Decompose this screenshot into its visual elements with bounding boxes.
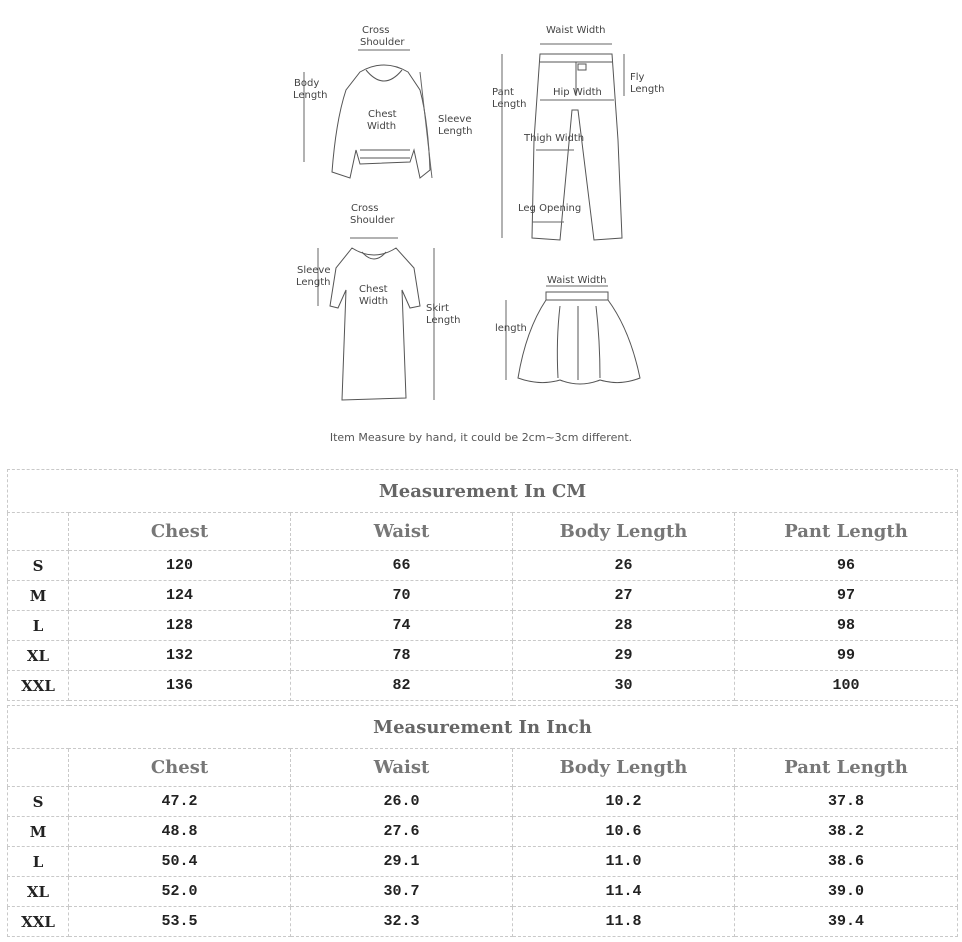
table-row: [8, 641, 958, 671]
table-title: Measurement In Inch: [8, 706, 958, 749]
pant-length-cell: 38.2: [735, 817, 958, 847]
table-title: Measurement In CM: [8, 470, 958, 513]
table-row: [8, 581, 958, 611]
size-cell: S: [8, 551, 69, 581]
chest-cell: 53.5: [69, 907, 291, 937]
table-row: [8, 817, 958, 847]
dress-chest-width-label-2: Width: [359, 296, 389, 307]
thigh-width-label: Thigh Width: [524, 133, 585, 144]
skirt-waist-width-label: Waist Width: [547, 275, 607, 286]
waist-cell: 32.3: [291, 907, 513, 937]
waist-cell: 78: [291, 641, 513, 671]
chest-width-label-2: Width: [367, 121, 397, 132]
body-length-cell: 11.4: [513, 877, 735, 907]
hip-width-label: Hip Width: [553, 87, 602, 98]
chest-cell: 48.8: [69, 817, 291, 847]
size-cell: L: [8, 611, 69, 641]
skirt-length-label-1: Skirt: [426, 303, 449, 314]
body-length-cell: 26: [513, 551, 735, 581]
dress-cross-shoulder-label-1: Cross: [351, 203, 379, 214]
chest-cell: 52.0: [69, 877, 291, 907]
cross-shoulder-label-2: Shoulder: [360, 37, 405, 48]
waist-cell: 66: [291, 551, 513, 581]
column-header-body-length: Body Length: [513, 749, 735, 787]
measure-note: Item Measure by hand, it could be 2cm~3cm different.: [329, 431, 633, 444]
body-length-cell: 30: [513, 671, 735, 701]
size-table-cm: [7, 469, 958, 701]
fly-length-label-1: Fly: [630, 72, 645, 83]
size-cell: XL: [8, 641, 69, 671]
waist-cell: 29.1: [291, 847, 513, 877]
body-length-cell: 28: [513, 611, 735, 641]
pant-length-label-1: Pant: [492, 87, 514, 98]
fly-length-label-2: Length: [630, 84, 665, 95]
table-row: [8, 671, 958, 701]
size-header-blank: [8, 513, 69, 551]
body-length-cell: 29: [513, 641, 735, 671]
chest-cell: 47.2: [69, 787, 291, 817]
dress-sleeve-length-label-2: Length: [296, 277, 331, 288]
size-cell: M: [8, 817, 69, 847]
pant-length-label-2: Length: [492, 99, 527, 110]
dress-cross-shoulder-label-2: Shoulder: [350, 215, 395, 226]
body-length-cell: 11.8: [513, 907, 735, 937]
chest-cell: 132: [69, 641, 291, 671]
chest-width-label-1: Chest: [368, 109, 397, 120]
body-length-cell: 10.2: [513, 787, 735, 817]
pants-waist-width-label: Waist Width: [546, 25, 606, 36]
table-row: [8, 787, 958, 817]
pant-length-cell: 98: [735, 611, 958, 641]
table-row: [8, 847, 958, 877]
size-cell: XL: [8, 877, 69, 907]
skirt-length-label: length: [495, 323, 527, 334]
column-header-body-length: Body Length: [513, 513, 735, 551]
chest-cell: 50.4: [69, 847, 291, 877]
pant-length-cell: 99: [735, 641, 958, 671]
table-row: [8, 611, 958, 641]
body-length-cell: 11.0: [513, 847, 735, 877]
cross-shoulder-label-1: Cross: [362, 25, 390, 36]
waist-cell: 82: [291, 671, 513, 701]
measurement-diagram: [0, 0, 962, 460]
pant-length-cell: 97: [735, 581, 958, 611]
size-cell: L: [8, 847, 69, 877]
dress-sketch: [330, 248, 420, 400]
pant-length-cell: 39.0: [735, 877, 958, 907]
size-cell: XXL: [8, 907, 69, 937]
column-header-chest: Chest: [69, 749, 291, 787]
dress-chest-width-label-1: Chest: [359, 284, 388, 295]
chest-cell: 120: [69, 551, 291, 581]
waist-cell: 26.0: [291, 787, 513, 817]
waist-cell: 30.7: [291, 877, 513, 907]
waist-cell: 70: [291, 581, 513, 611]
body-length-label-2: Length: [293, 90, 328, 101]
column-header-waist: Waist: [291, 749, 513, 787]
table-row: [8, 877, 958, 907]
pant-length-cell: 37.8: [735, 787, 958, 817]
size-header-blank: [8, 749, 69, 787]
size-cell: M: [8, 581, 69, 611]
skirt-sketch: [518, 292, 640, 384]
sleeve-length-label-2: Length: [438, 126, 473, 137]
garment-sketches: [0, 0, 962, 460]
waist-cell: 74: [291, 611, 513, 641]
column-header-pant-length: Pant Length: [735, 513, 958, 551]
table-row: [8, 551, 958, 581]
chest-cell: 124: [69, 581, 291, 611]
pant-length-cell: 96: [735, 551, 958, 581]
body-length-label-1: Body: [294, 78, 320, 89]
leg-opening-label: Leg Opening: [518, 203, 582, 214]
skirt-length-label-2: Length: [426, 315, 461, 326]
table-row: [8, 907, 958, 937]
waist-cell: 27.6: [291, 817, 513, 847]
dress-sleeve-length-label-1: Sleeve: [297, 265, 331, 276]
column-header-waist: Waist: [291, 513, 513, 551]
body-length-cell: 10.6: [513, 817, 735, 847]
pant-length-cell: 39.4: [735, 907, 958, 937]
pant-length-cell: 100: [735, 671, 958, 701]
size-cell: XXL: [8, 671, 69, 701]
column-header-chest: Chest: [69, 513, 291, 551]
column-header-pant-length: Pant Length: [735, 749, 958, 787]
pant-length-cell: 38.6: [735, 847, 958, 877]
sleeve-length-label-1: Sleeve: [438, 114, 472, 125]
chest-cell: 128: [69, 611, 291, 641]
chest-cell: 136: [69, 671, 291, 701]
body-length-cell: 27: [513, 581, 735, 611]
size-table-inch: [7, 705, 958, 937]
size-cell: S: [8, 787, 69, 817]
